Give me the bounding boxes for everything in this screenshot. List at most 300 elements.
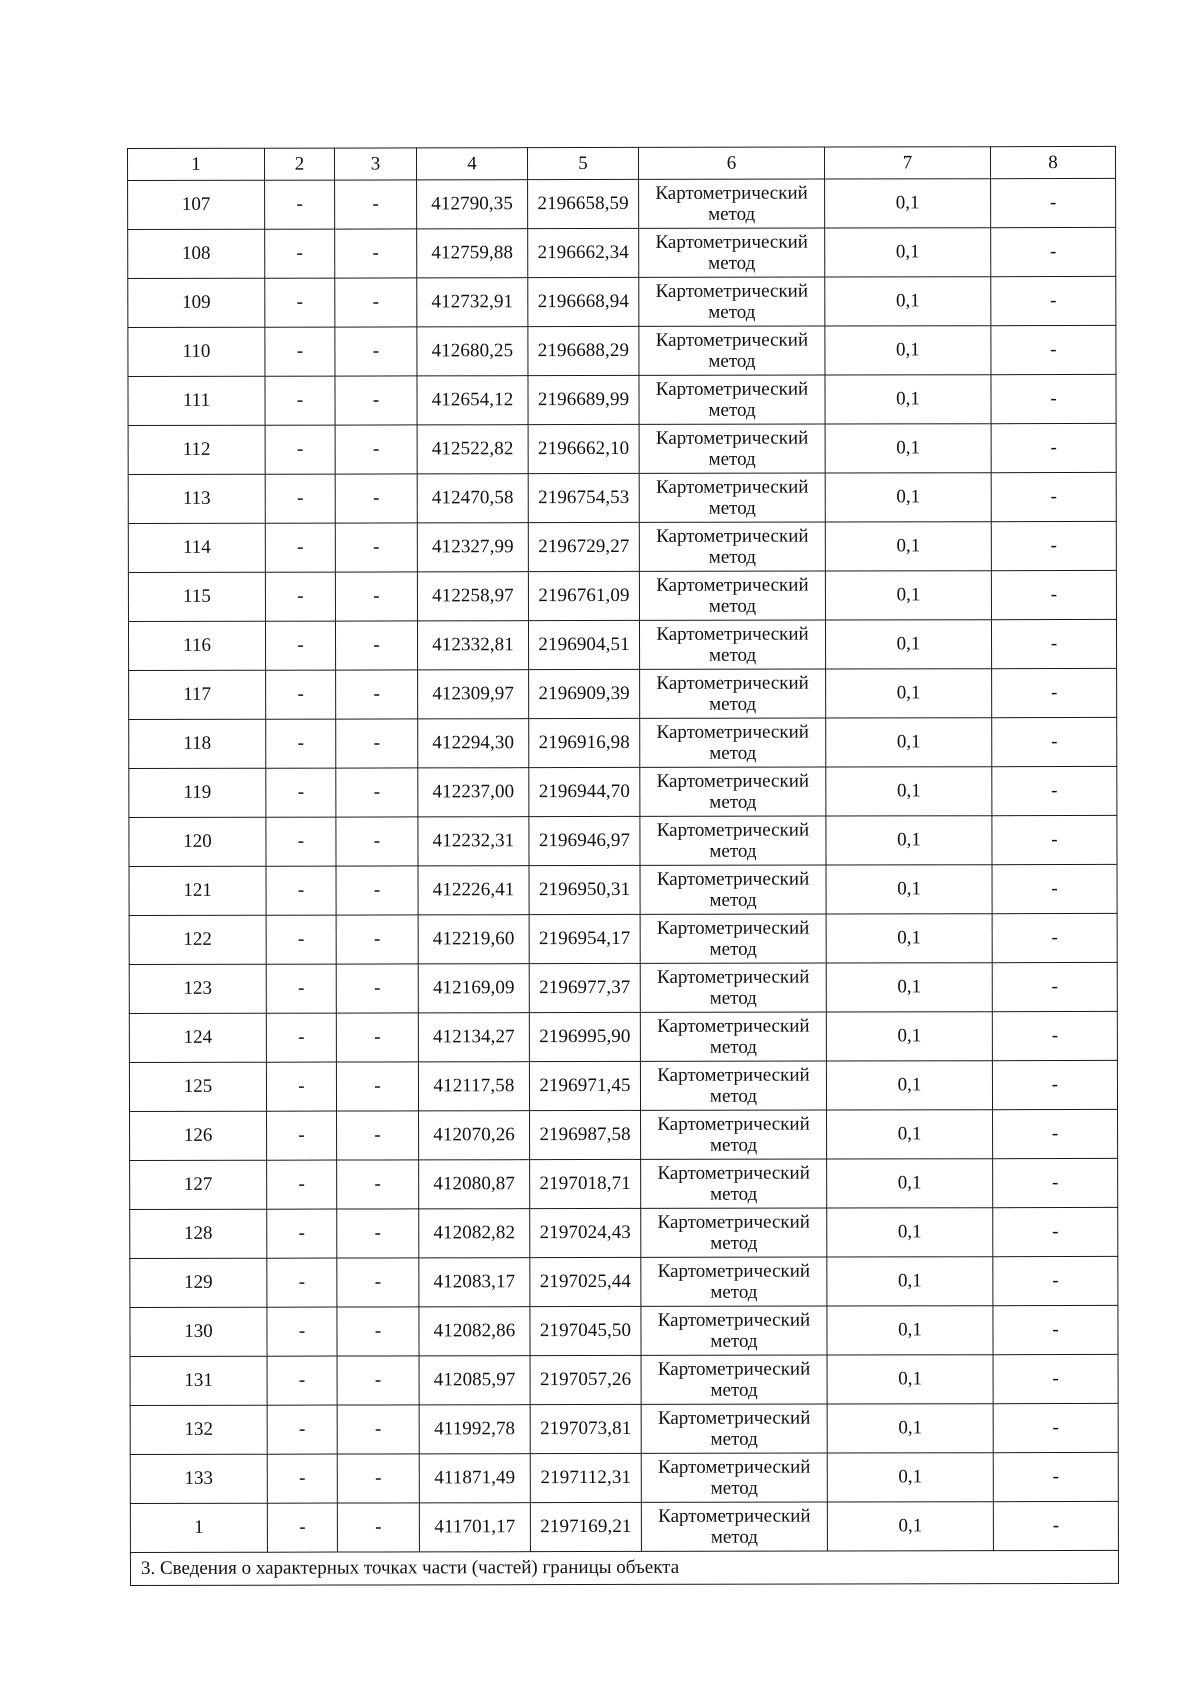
column-2-cell: -	[265, 278, 335, 327]
header-cell-7: 7	[824, 147, 990, 179]
method-line-1: Картометрический	[655, 182, 808, 204]
table-row	[129, 717, 1117, 768]
column-8-cell: -	[993, 1256, 1118, 1305]
column-8-cell: -	[992, 668, 1117, 717]
table-row	[130, 1207, 1118, 1258]
accuracy-cell: 0,1	[825, 375, 991, 424]
point-number-cell: 122	[129, 915, 266, 964]
column-2-cell: -	[266, 1013, 336, 1062]
method-line-1: Картометрический	[656, 917, 810, 939]
column-3-cell: -	[335, 327, 417, 376]
table-row	[128, 570, 1116, 621]
method-line-2: метод	[709, 1134, 758, 1156]
accuracy-cell: 0,1	[826, 914, 992, 963]
column-3-cell: -	[337, 1405, 419, 1454]
point-number-cell: 123	[129, 964, 266, 1013]
column-3-cell: -	[335, 278, 417, 327]
column-8-cell: -	[993, 1158, 1118, 1207]
coordinate-x-cell: 412232,31	[418, 817, 529, 866]
method-line-1: Картометрический	[656, 868, 810, 890]
column-3-cell: -	[336, 817, 418, 866]
method-cell	[640, 767, 826, 816]
table-row	[130, 1305, 1118, 1356]
point-number-cell: 120	[129, 817, 266, 866]
column-8-cell: -	[993, 1354, 1118, 1403]
column-2-cell: -	[266, 817, 336, 866]
method-line-2: метод	[709, 693, 757, 715]
coordinate-x-cell: 411701,17	[419, 1503, 530, 1552]
column-8-cell: -	[991, 423, 1116, 472]
header-cell-2: 2	[265, 148, 335, 180]
column-8-cell: -	[991, 374, 1116, 423]
coordinate-y-cell: 2196761,09	[528, 571, 639, 620]
coordinate-x-cell: 412522,82	[417, 425, 528, 474]
column-2-cell: -	[267, 1307, 337, 1356]
column-2-cell: -	[266, 915, 336, 964]
method-line-1: Картометрический	[656, 672, 809, 694]
coordinate-x-cell: 411871,49	[419, 1454, 530, 1503]
coordinate-y-cell: 2196950,31	[529, 865, 640, 914]
method-line-1: Картометрический	[655, 280, 809, 302]
coordinate-x-cell: 412790,35	[417, 180, 528, 229]
column-3-cell: -	[336, 670, 418, 719]
method-cell	[639, 522, 825, 571]
method-line-1: Картометрический	[656, 623, 809, 645]
method-cell	[640, 914, 826, 963]
column-8-cell: -	[993, 1305, 1118, 1354]
accuracy-cell: 0,1	[825, 179, 991, 228]
table-row	[128, 472, 1116, 523]
point-number-cell: 117	[129, 670, 266, 719]
coordinate-y-cell: 2196904,51	[528, 620, 639, 669]
column-3-cell: -	[336, 964, 418, 1013]
method-line-2: метод	[710, 1477, 758, 1499]
header-cell-4: 4	[417, 148, 528, 180]
accuracy-cell: 0,1	[825, 473, 991, 522]
column-2-cell: -	[265, 572, 335, 621]
point-number-cell: 1	[130, 1503, 267, 1552]
table-row	[129, 1011, 1117, 1062]
column-2-cell: -	[267, 1258, 337, 1307]
column-8-cell: -	[991, 325, 1116, 374]
accuracy-cell: 0,1	[827, 1110, 993, 1159]
column-3-cell: -	[336, 768, 418, 817]
method-cell	[639, 473, 825, 522]
table-row	[129, 864, 1117, 915]
column-3-cell: -	[337, 1307, 419, 1356]
accuracy-cell: 0,1	[827, 1404, 993, 1453]
method-cell	[641, 1110, 827, 1159]
method-line-2: метод	[708, 350, 756, 372]
method-cell	[641, 1502, 827, 1551]
column-2-cell: -	[267, 1454, 337, 1503]
footer-row	[130, 1550, 1118, 1585]
column-2-cell: -	[265, 474, 335, 523]
accuracy-cell: 0,1	[826, 816, 992, 865]
column-3-cell: -	[335, 229, 417, 278]
accuracy-cell: 0,1	[825, 571, 991, 620]
column-3-cell: -	[336, 915, 418, 964]
table-row	[128, 423, 1116, 474]
coordinate-x-cell: 412085,97	[419, 1356, 530, 1405]
column-2-cell: -	[267, 1160, 337, 1209]
method-line-1: Картометрический	[657, 1358, 811, 1380]
point-number-cell: 133	[130, 1454, 267, 1503]
header-cell-3: 3	[335, 148, 417, 180]
method-cell	[639, 326, 825, 375]
method-cell	[641, 1453, 827, 1502]
table-row	[128, 227, 1116, 278]
method-cell	[640, 963, 826, 1012]
point-number-cell: 115	[128, 572, 265, 621]
column-2-cell: -	[266, 768, 336, 817]
table-row	[129, 1060, 1117, 1111]
coordinate-y-cell: 2196987,58	[530, 1110, 641, 1159]
method-line-2: метод	[708, 448, 756, 470]
coordinate-x-cell: 412332,81	[417, 621, 528, 670]
coordinate-y-cell: 2196688,29	[528, 326, 639, 375]
coordinate-x-cell: 412309,97	[418, 670, 529, 719]
column-3-cell: -	[335, 180, 417, 229]
header-cell-5: 5	[528, 147, 639, 179]
coordinate-x-cell: 412294,30	[418, 719, 529, 768]
column-2-cell: -	[267, 1356, 337, 1405]
accuracy-cell: 0,1	[827, 1355, 993, 1404]
coordinate-x-cell: 412082,86	[419, 1307, 530, 1356]
column-2-cell: -	[266, 670, 336, 719]
point-number-cell: 114	[128, 523, 265, 572]
point-number-cell: 110	[128, 327, 265, 376]
coordinate-y-cell: 2196729,27	[528, 522, 639, 571]
column-8-cell: -	[992, 1060, 1117, 1109]
table-row	[129, 815, 1117, 866]
method-line-2: метод	[710, 1281, 758, 1303]
coordinate-y-cell: 2196909,39	[529, 669, 640, 718]
coordinate-x-cell: 412134,27	[418, 1013, 529, 1062]
table-row	[130, 1256, 1118, 1307]
column-3-cell: -	[335, 474, 417, 523]
column-8-cell: -	[991, 619, 1116, 668]
method-line-1: Картометрический	[656, 819, 810, 841]
column-3-cell: -	[337, 1258, 419, 1307]
method-line-2: метод	[709, 1036, 757, 1058]
table-row	[129, 913, 1117, 964]
method-line-1: Картометрический	[657, 1407, 811, 1429]
method-line-1: Картометрический	[657, 1113, 810, 1135]
coordinate-x-cell: 412654,12	[417, 376, 528, 425]
column-3-cell: -	[337, 1356, 419, 1405]
method-line-2: метод	[708, 546, 756, 568]
method-cell	[641, 1404, 827, 1453]
coordinate-x-cell: 412117,58	[418, 1062, 529, 1111]
column-2-cell: -	[267, 1503, 337, 1552]
accuracy-cell: 0,1	[827, 1159, 993, 1208]
method-line-1: Картометрический	[655, 476, 809, 498]
method-cell	[640, 718, 826, 767]
coordinate-x-cell: 412219,60	[418, 915, 529, 964]
coordinate-x-cell: 412080,87	[419, 1160, 530, 1209]
method-line-1: Картометрический	[656, 966, 810, 988]
section-heading: 3. Сведения о характерных точках части (частей) границы объекта	[130, 1550, 1118, 1585]
method-cell	[641, 1208, 827, 1257]
column-8-cell: -	[991, 521, 1116, 570]
column-8-cell: -	[993, 1109, 1118, 1158]
method-line-1: Картометрический	[657, 1064, 810, 1086]
column-3-cell: -	[336, 866, 418, 915]
method-line-1: Картометрический	[655, 427, 809, 449]
table-body	[128, 178, 1119, 1552]
coordinate-y-cell: 2196689,99	[528, 375, 639, 424]
coordinate-y-cell: 2197112,31	[530, 1453, 641, 1502]
method-cell	[640, 1061, 826, 1110]
coordinate-y-cell: 2196946,97	[529, 816, 640, 865]
column-8-cell: -	[992, 766, 1117, 815]
point-number-cell: 109	[128, 278, 265, 327]
column-8-cell: -	[991, 227, 1116, 276]
column-3-cell: -	[337, 1454, 419, 1503]
table-row	[129, 766, 1117, 817]
point-number-cell: 129	[130, 1258, 267, 1307]
method-line-2: метод	[709, 791, 757, 813]
coordinate-y-cell: 2197073,81	[530, 1404, 641, 1453]
column-8-cell: -	[992, 962, 1117, 1011]
table-row	[128, 178, 1116, 229]
coordinate-y-cell: 2197045,50	[530, 1306, 641, 1355]
method-line-1: Картометрический	[657, 1015, 810, 1037]
column-3-cell: -	[335, 376, 417, 425]
coordinate-y-cell: 2196977,37	[529, 963, 640, 1012]
method-line-2: метод	[709, 987, 757, 1009]
method-line-1: Картометрический	[656, 525, 809, 547]
method-line-2: метод	[708, 301, 756, 323]
point-number-cell: 130	[130, 1307, 267, 1356]
method-line-2: метод	[708, 252, 756, 274]
accuracy-cell: 0,1	[825, 277, 991, 326]
point-number-cell: 118	[129, 719, 266, 768]
method-cell	[639, 179, 825, 228]
point-number-cell: 131	[130, 1356, 267, 1405]
method-line-1: Картометрический	[655, 378, 809, 400]
coordinate-x-cell: 412237,00	[418, 768, 529, 817]
method-cell	[641, 1355, 827, 1404]
accuracy-cell: 0,1	[825, 522, 991, 571]
header-cell-8: 8	[990, 146, 1115, 178]
coordinate-y-cell: 2197025,44	[530, 1257, 641, 1306]
coordinates-table	[127, 146, 1119, 1586]
method-line-1: Картометрический	[657, 1211, 810, 1233]
column-2-cell: -	[265, 229, 335, 278]
column-2-cell: -	[267, 1209, 337, 1258]
coordinate-y-cell: 2196954,17	[529, 914, 640, 963]
method-cell	[641, 1257, 827, 1306]
column-8-cell: -	[992, 815, 1117, 864]
column-3-cell: -	[335, 425, 417, 474]
accuracy-cell: 0,1	[825, 424, 991, 473]
method-cell	[640, 669, 826, 718]
column-8-cell: -	[992, 864, 1117, 913]
column-8-cell: -	[992, 1011, 1117, 1060]
accuracy-cell: 0,1	[827, 1257, 993, 1306]
column-2-cell: -	[266, 964, 336, 1013]
point-number-cell: 132	[130, 1405, 267, 1454]
coordinate-y-cell: 2196658,59	[528, 179, 639, 228]
method-line-1: Картометрический	[657, 1260, 811, 1282]
column-8-cell: -	[993, 1501, 1118, 1550]
accuracy-cell: 0,1	[827, 1208, 993, 1257]
coordinate-y-cell: 2197169,21	[530, 1502, 641, 1551]
method-line-1: Картометрический	[658, 1505, 811, 1527]
method-cell	[640, 865, 826, 914]
accuracy-cell: 0,1	[827, 1306, 993, 1355]
table-row	[130, 1109, 1118, 1160]
point-number-cell: 127	[130, 1160, 267, 1209]
coordinate-x-cell: 412083,17	[419, 1258, 530, 1307]
method-line-1: Картометрический	[656, 721, 809, 743]
method-line-1: Картометрический	[655, 231, 808, 253]
accuracy-cell: 0,1	[825, 620, 991, 669]
accuracy-cell: 0,1	[827, 1502, 993, 1551]
accuracy-cell: 0,1	[826, 669, 992, 718]
column-8-cell: -	[991, 178, 1116, 227]
coordinate-x-cell: 412759,88	[417, 229, 528, 278]
header-row	[128, 146, 1116, 180]
column-2-cell: -	[266, 719, 336, 768]
coordinate-x-cell: 412470,58	[417, 474, 528, 523]
column-2-cell: -	[266, 1062, 336, 1111]
accuracy-cell: 0,1	[826, 963, 992, 1012]
accuracy-cell: 0,1	[826, 865, 992, 914]
table-row	[130, 1403, 1118, 1454]
accuracy-cell: 0,1	[825, 326, 991, 375]
point-number-cell: 111	[128, 376, 265, 425]
method-line-2: метод	[709, 938, 757, 960]
method-cell	[641, 1306, 827, 1355]
coordinate-y-cell: 2196995,90	[529, 1012, 640, 1061]
coordinate-x-cell: 412082,82	[419, 1209, 530, 1258]
header-cell-6: 6	[638, 147, 824, 179]
column-8-cell: -	[993, 1403, 1118, 1452]
method-line-2: метод	[710, 1428, 758, 1450]
coordinate-x-cell: 412680,25	[417, 327, 528, 376]
point-number-cell: 112	[128, 425, 265, 474]
method-cell	[639, 375, 825, 424]
column-2-cell: -	[266, 866, 336, 915]
point-number-cell: 107	[128, 180, 265, 229]
method-line-2: метод	[708, 203, 756, 225]
column-3-cell: -	[335, 621, 417, 670]
column-8-cell: -	[991, 276, 1116, 325]
method-cell	[639, 620, 825, 669]
table-row	[128, 521, 1116, 572]
table-row	[130, 1501, 1118, 1552]
column-2-cell: -	[265, 523, 335, 572]
point-number-cell: 121	[129, 866, 266, 915]
table-row	[130, 1452, 1118, 1503]
method-line-2: метод	[709, 840, 757, 862]
table-row	[129, 668, 1117, 719]
method-line-2: метод	[708, 399, 756, 421]
accuracy-cell: 0,1	[826, 1061, 992, 1110]
coordinate-y-cell: 2196662,34	[528, 228, 639, 277]
accuracy-cell: 0,1	[825, 228, 991, 277]
method-cell	[641, 1159, 827, 1208]
coordinate-y-cell: 2197018,71	[530, 1159, 641, 1208]
table-row	[128, 374, 1116, 425]
table-row	[130, 1158, 1118, 1209]
method-line-1: Картометрический	[657, 1309, 811, 1331]
method-cell	[639, 277, 825, 326]
table-row	[128, 619, 1116, 670]
method-line-2: метод	[710, 1183, 758, 1205]
coordinate-x-cell: 412169,09	[418, 964, 529, 1013]
column-2-cell: -	[265, 180, 335, 229]
point-number-cell: 125	[129, 1062, 266, 1111]
column-2-cell: -	[265, 327, 335, 376]
method-line-1: Картометрический	[655, 329, 809, 351]
coordinate-x-cell: 411992,78	[419, 1405, 530, 1454]
column-3-cell: -	[337, 1209, 419, 1258]
coordinate-y-cell: 2196668,94	[528, 277, 639, 326]
method-line-2: метод	[709, 1085, 758, 1107]
method-line-2: метод	[708, 595, 757, 617]
coordinate-x-cell: 412070,26	[419, 1111, 530, 1160]
accuracy-cell: 0,1	[826, 767, 992, 816]
method-line-1: Картометрический	[656, 574, 809, 596]
header-cell-1: 1	[128, 148, 265, 180]
column-3-cell: -	[336, 1013, 418, 1062]
coordinate-y-cell: 2196944,70	[529, 767, 640, 816]
coordinate-x-cell: 412258,97	[417, 572, 528, 621]
method-line-2: метод	[710, 1379, 758, 1401]
column-3-cell: -	[335, 572, 417, 621]
coordinate-x-cell: 412226,41	[418, 866, 529, 915]
column-3-cell: -	[335, 523, 417, 572]
coordinate-x-cell: 412327,99	[417, 523, 528, 572]
table-row	[128, 325, 1116, 376]
column-2-cell: -	[267, 1111, 337, 1160]
column-8-cell: -	[993, 1207, 1118, 1256]
column-8-cell: -	[991, 570, 1116, 619]
column-8-cell: -	[993, 1452, 1118, 1501]
column-8-cell: -	[991, 472, 1116, 521]
column-3-cell: -	[337, 1111, 419, 1160]
method-line-2: метод	[708, 497, 756, 519]
point-number-cell: 126	[130, 1111, 267, 1160]
method-line-1: Картометрический	[657, 1162, 810, 1184]
column-3-cell: -	[337, 1160, 419, 1209]
coordinate-y-cell: 2196754,53	[528, 473, 639, 522]
column-8-cell: -	[992, 913, 1117, 962]
coordinate-y-cell: 2197024,43	[530, 1208, 641, 1257]
column-3-cell: -	[336, 1062, 418, 1111]
point-number-cell: 113	[128, 474, 265, 523]
method-cell	[640, 816, 826, 865]
accuracy-cell: 0,1	[826, 718, 992, 767]
column-2-cell: -	[265, 621, 335, 670]
method-line-2: метод	[708, 644, 757, 666]
method-line-2: метод	[709, 889, 757, 911]
column-2-cell: -	[265, 425, 335, 474]
method-line-2: метод	[710, 1330, 758, 1352]
method-line-2: метод	[710, 1232, 758, 1254]
point-number-cell: 119	[129, 768, 266, 817]
column-3-cell: -	[337, 1503, 419, 1552]
point-number-cell: 128	[130, 1209, 267, 1258]
table-row	[129, 962, 1117, 1013]
point-number-cell: 108	[128, 229, 265, 278]
accuracy-cell: 0,1	[826, 1012, 992, 1061]
method-line-1: Картометрический	[656, 770, 810, 792]
